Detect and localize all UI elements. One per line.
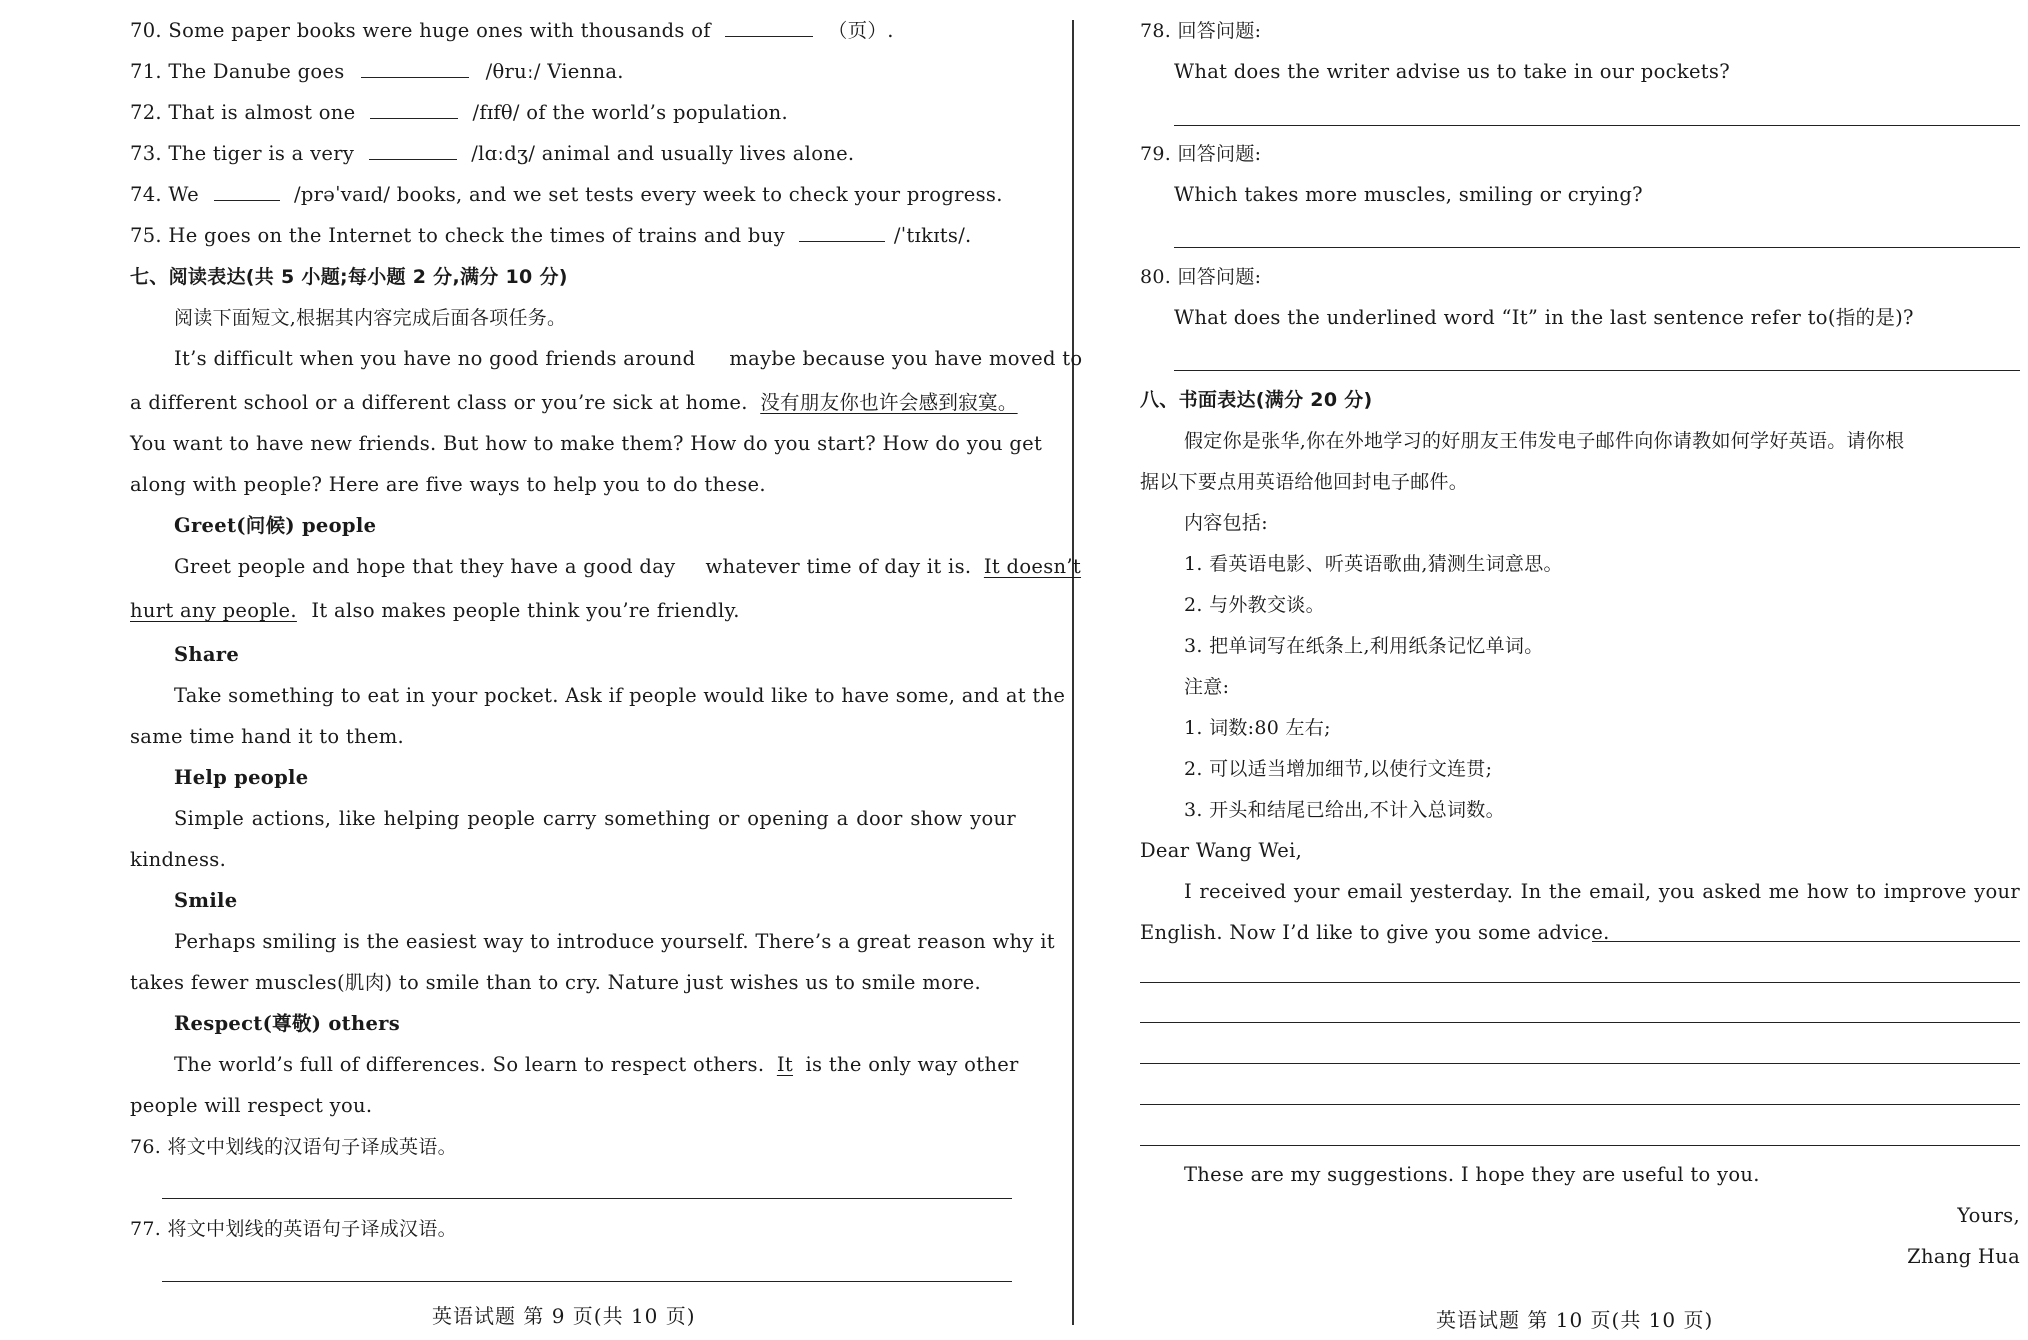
writing-line[interactable] <box>1140 982 2020 983</box>
content-point-1: 1. 看英语电影、听英语歌曲,猜测生词意思。 <box>1184 553 1563 575</box>
writing-prompt: 据以下要点用英语给他回封电子邮件。 <box>1140 471 1469 493</box>
passage-line: It’s difficult when you have no good friends around maybe because you have moved to <box>174 347 1083 370</box>
answer-blank-72[interactable] <box>370 100 458 119</box>
page-footer-10: 英语试题 第 10 页(共 10 页) <box>1436 1308 1714 1332</box>
page-footer-9: 英语试题 第 9 页(共 10 页) <box>432 1304 696 1328</box>
note-point-2: 2. 可以适当增加细节,以使行文连贯; <box>1184 758 1493 780</box>
section-7-title: 七、阅读表达(共 5 小题;每小题 2 分,满分 10 分) <box>130 266 568 288</box>
note-label: 注意: <box>1184 676 1230 698</box>
heading-smile: Smile <box>174 889 238 912</box>
underlined-english-sentence-cont: hurt any people. <box>130 599 297 622</box>
heading-help-people: Help people <box>174 766 309 789</box>
question-72: 72. That is almost one /fɪfθ/ of the world’s population. <box>130 101 788 124</box>
underlined-english-sentence: It doesn’t <box>983 555 1082 578</box>
heading-greet-people: Greet(问候) people <box>174 514 377 537</box>
heading-respect-others: Respect(尊敬) others <box>174 1012 401 1035</box>
question-79-text: Which takes more muscles, smiling or crying? <box>1174 183 1643 206</box>
email-closing-line: These are my suggestions. I hope they are useful to you. <box>1184 1163 1760 1186</box>
passage-line: along with people? Here are five ways to help you to do these. <box>130 473 766 496</box>
question-71: 71. The Danube goes /θruː/ Vienna. <box>130 60 624 83</box>
answer-blank-70[interactable] <box>725 18 813 37</box>
email-sign-off: Yours, <box>1957 1204 2020 1227</box>
question-77: 77. 将文中划线的英语句子译成汉语。 <box>130 1218 457 1240</box>
email-body-line: English. Now I’d like to give you some advice. <box>1140 921 1610 944</box>
email-body-line: I received your email yesterday. In the email, you asked me how to improve your <box>1184 880 2020 903</box>
answer-line-77[interactable] <box>162 1281 1012 1282</box>
question-76: 76. 将文中划线的汉语句子译成英语。 <box>130 1136 457 1158</box>
writing-line[interactable] <box>1140 1063 2020 1064</box>
writing-line[interactable] <box>1592 941 2020 942</box>
section-8-title: 八、书面表达(满分 20 分) <box>1140 389 1373 411</box>
writing-line[interactable] <box>1140 1022 2020 1023</box>
writing-line[interactable] <box>1140 1104 2020 1105</box>
question-74: 74. We /prəˈvaɪd/ books, and we set tests every week to check your progress. <box>130 183 1003 206</box>
heading-share: Share <box>174 643 240 666</box>
passage-line: Greet people and hope that they have a good day whatever time of day it is. It doesn’t <box>174 555 1082 578</box>
question-80-text: What does the underlined word “It” in the last sentence refer to(指的是)? <box>1174 306 1914 329</box>
content-label: 内容包括: <box>1184 512 1268 534</box>
answer-blank-71[interactable] <box>361 59 469 78</box>
underlined-word-it: It <box>776 1053 794 1076</box>
underlined-chinese-sentence: 没有朋友你也许会感到寂寞。 <box>760 391 1018 414</box>
writing-line[interactable] <box>1140 1145 2020 1146</box>
reading-instruction: 阅读下面短文,根据其内容完成后面各项任务。 <box>174 307 567 329</box>
question-78-label: 78. 回答问题: <box>1140 20 1262 42</box>
page-divider <box>1072 20 1074 1325</box>
content-point-3: 3. 把单词写在纸条上,利用纸条记忆单词。 <box>1184 635 1544 657</box>
passage-line: same time hand it to them. <box>130 725 405 748</box>
writing-prompt: 假定你是张华,你在外地学习的好朋友王伟发电子邮件向你请教如何学好英语。请你根 <box>1184 430 1905 452</box>
answer-blank-73[interactable] <box>369 141 457 160</box>
passage-line: Perhaps smiling is the easiest way to introduce yourself. There’s a great reason why it <box>174 930 1055 953</box>
question-80-label: 80. 回答问题: <box>1140 266 1262 288</box>
passage-line: people will respect you. <box>130 1094 373 1117</box>
note-point-1: 1. 词数:80 左右; <box>1184 717 1331 739</box>
question-78-text: What does the writer advise us to take in our pockets? <box>1174 60 1730 83</box>
passage-line: Simple actions, like helping people carry something or opening a door show your <box>174 807 1016 830</box>
question-79-label: 79. 回答问题: <box>1140 143 1262 165</box>
answer-line-80[interactable] <box>1174 370 2020 371</box>
passage-line: The world’s full of differences. So learn to respect others. It is the only way other <box>174 1053 1019 1076</box>
answer-line-76[interactable] <box>162 1198 1012 1199</box>
email-greeting: Dear Wang Wei, <box>1140 839 1303 862</box>
passage-line: a different school or a different class or you’re sick at home. 没有朋友你也许会感到寂寞。 <box>130 391 1018 414</box>
content-point-2: 2. 与外教交谈。 <box>1184 594 1325 616</box>
note-point-3: 3. 开头和结尾已给出,不计入总词数。 <box>1184 799 1505 821</box>
passage-line: kindness. <box>130 848 227 871</box>
email-signature: Zhang Hua <box>1907 1245 2020 1268</box>
answer-line-78[interactable] <box>1174 125 2020 126</box>
question-75: 75. He goes on the Internet to check the times of trains and buy /ˈtɪkɪts/. <box>130 224 972 247</box>
question-73: 73. The tiger is a very /lɑːdʒ/ animal and usually lives alone. <box>130 142 855 165</box>
answer-line-79[interactable] <box>1174 247 2020 248</box>
question-70: 70. Some paper books were huge ones with thousands of （页）. <box>130 19 894 42</box>
passage-line: Take something to eat in your pocket. Ask if people would like to have some, and at the <box>174 684 1066 707</box>
answer-blank-75[interactable] <box>799 223 885 242</box>
answer-blank-74[interactable] <box>214 182 280 201</box>
passage-line: You want to have new friends. But how to make them? How do you start? How do you get <box>130 432 1043 455</box>
passage-line: hurt any people. It also makes people think you’re friendly. <box>130 599 740 622</box>
passage-line: takes fewer muscles(肌肉) to smile than to cry. Nature just wishes us to smile more. <box>130 971 981 994</box>
